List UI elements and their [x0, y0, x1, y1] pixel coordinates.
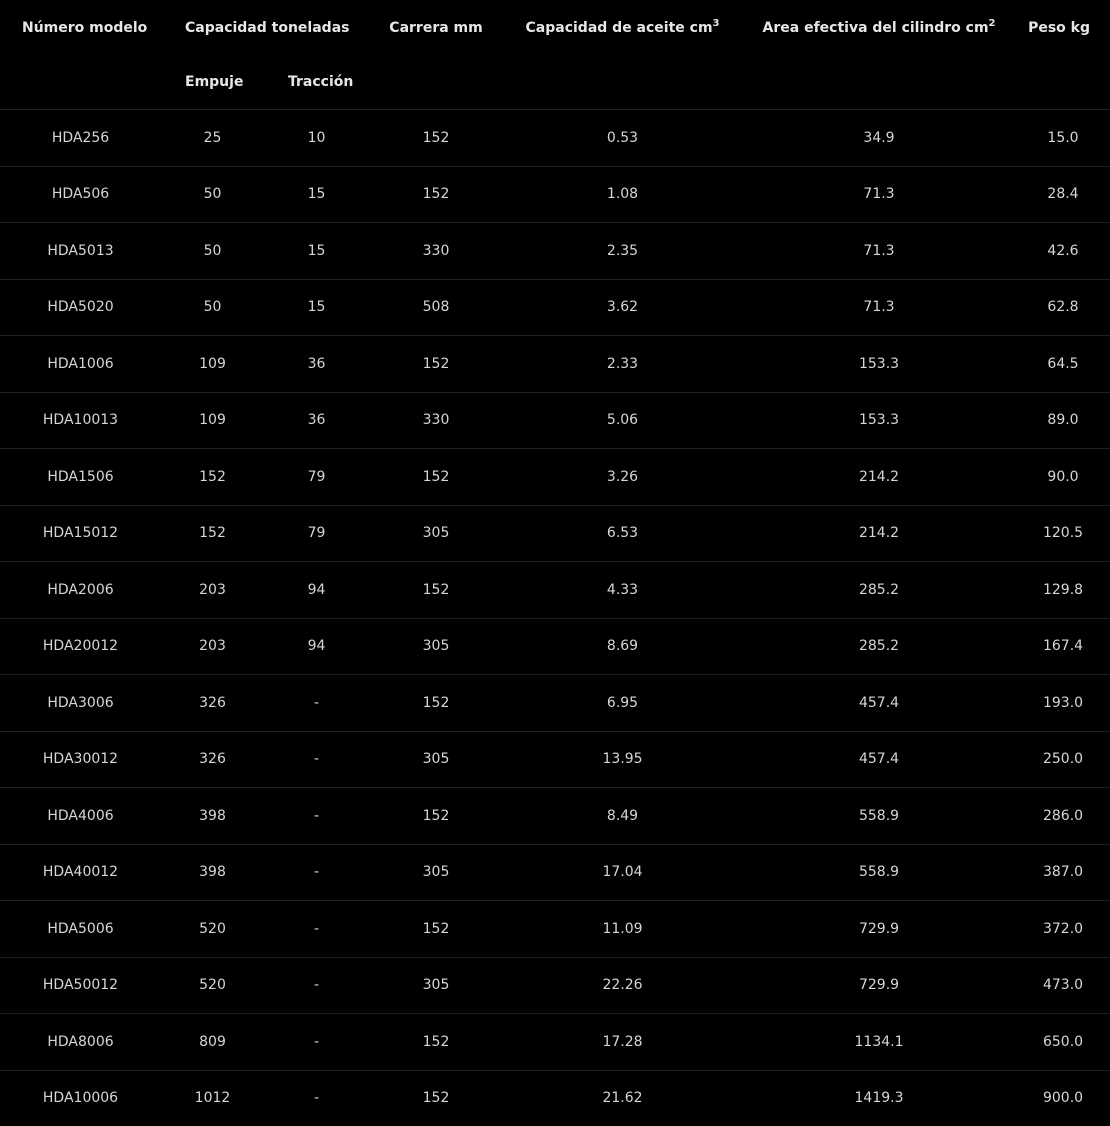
cell-oil: 2.35: [503, 223, 742, 280]
cell-model: HDA20012: [0, 618, 161, 675]
cell-weight: 250.0: [1016, 731, 1110, 788]
cell-weight: 372.0: [1016, 901, 1110, 958]
cell-area: 71.3: [742, 279, 1016, 336]
cell-push: 50: [161, 279, 264, 336]
cell-model: HDA5020: [0, 279, 161, 336]
cell-pull: 15: [264, 166, 369, 223]
cell-oil: 0.53: [503, 110, 742, 167]
header-row-sub: [0, 55, 1110, 110]
cell-model: HDA15012: [0, 505, 161, 562]
cell-push: 520: [161, 901, 264, 958]
cell-stroke: 152: [369, 901, 503, 958]
cell-model: HDA50012: [0, 957, 161, 1014]
cell-area: 729.9: [742, 901, 1016, 958]
cell-pull: -: [264, 957, 369, 1014]
cell-area: 457.4: [742, 675, 1016, 732]
header-area-label: Area efectiva del cilindro cm: [762, 19, 989, 36]
table-row: [0, 788, 1110, 845]
table-row: [0, 336, 1110, 393]
cell-weight: 42.6: [1016, 223, 1110, 280]
cell-oil: 13.95: [503, 731, 742, 788]
cell-pull: 79: [264, 505, 369, 562]
cell-weight: 193.0: [1016, 675, 1110, 732]
cell-model: HDA40012: [0, 844, 161, 901]
table-row: [0, 166, 1110, 223]
cell-area: 1134.1: [742, 1014, 1016, 1071]
cell-stroke: 152: [369, 1014, 503, 1071]
cell-weight: 62.8: [1016, 279, 1110, 336]
cell-push: 109: [161, 392, 264, 449]
cell-area: 214.2: [742, 505, 1016, 562]
header-sub-empty: [503, 55, 742, 110]
table-row: [0, 223, 1110, 280]
cell-stroke: 152: [369, 675, 503, 732]
cell-area: 71.3: [742, 223, 1016, 280]
cell-weight: 650.0: [1016, 1014, 1110, 1071]
cell-stroke: 330: [369, 223, 503, 280]
cell-model: HDA1506: [0, 449, 161, 506]
cell-push: 25: [161, 110, 264, 167]
cell-pull: 15: [264, 279, 369, 336]
cell-pull: -: [264, 844, 369, 901]
cell-weight: 473.0: [1016, 957, 1110, 1014]
cell-oil: 6.95: [503, 675, 742, 732]
cell-pull: -: [264, 901, 369, 958]
cell-weight: 387.0: [1016, 844, 1110, 901]
cell-oil: 4.33: [503, 562, 742, 619]
cell-area: 1419.3: [742, 1070, 1016, 1126]
table-row: [0, 1070, 1110, 1126]
cell-push: 203: [161, 618, 264, 675]
cell-stroke: 305: [369, 731, 503, 788]
cell-stroke: 305: [369, 844, 503, 901]
header-oil-label: Capacidad de aceite cm: [525, 19, 713, 36]
cell-weight: 64.5: [1016, 336, 1110, 393]
cell-pull: 15: [264, 223, 369, 280]
table-row: [0, 562, 1110, 619]
cell-push: 809: [161, 1014, 264, 1071]
cell-area: 558.9: [742, 788, 1016, 845]
cell-area: 34.9: [742, 110, 1016, 167]
cell-area: 153.3: [742, 336, 1016, 393]
header-oil-superscript: 3: [712, 17, 720, 29]
table-row: [0, 731, 1110, 788]
cell-pull: -: [264, 1014, 369, 1071]
cell-area: 71.3: [742, 166, 1016, 223]
cell-stroke: 152: [369, 166, 503, 223]
cell-push: 152: [161, 505, 264, 562]
cell-oil: 3.26: [503, 449, 742, 506]
header-row-main: [0, 0, 1110, 55]
cell-model: HDA506: [0, 166, 161, 223]
header-pull: Tracción: [288, 74, 354, 90]
cell-oil: 5.06: [503, 392, 742, 449]
cell-weight: 286.0: [1016, 788, 1110, 845]
cell-push: 152: [161, 449, 264, 506]
cell-oil: 8.69: [503, 618, 742, 675]
cell-model: HDA256: [0, 110, 161, 167]
header-oil-capacity: [503, 0, 742, 55]
cell-model: HDA10013: [0, 392, 161, 449]
cell-model: HDA10006: [0, 1070, 161, 1126]
table-row: [0, 957, 1110, 1014]
cell-area: 153.3: [742, 392, 1016, 449]
cell-oil: 3.62: [503, 279, 742, 336]
cell-model: HDA8006: [0, 1014, 161, 1071]
header-capacity: Capacidad toneladas: [185, 19, 350, 36]
cell-push: 520: [161, 957, 264, 1014]
table-row: [0, 618, 1110, 675]
cell-stroke: 152: [369, 449, 503, 506]
cell-oil: 22.26: [503, 957, 742, 1014]
table-row: [0, 505, 1110, 562]
cell-model: HDA3006: [0, 675, 161, 732]
cell-oil: 6.53: [503, 505, 742, 562]
cell-model: HDA1006: [0, 336, 161, 393]
cell-stroke: 305: [369, 618, 503, 675]
cell-pull: -: [264, 731, 369, 788]
cell-push: 326: [161, 731, 264, 788]
cell-pull: 94: [264, 562, 369, 619]
cell-push: 50: [161, 223, 264, 280]
cell-stroke: 508: [369, 279, 503, 336]
cell-pull: 10: [264, 110, 369, 167]
cell-push: 326: [161, 675, 264, 732]
cell-push: 1012: [161, 1070, 264, 1126]
cell-area: 729.9: [742, 957, 1016, 1014]
cell-pull: 79: [264, 449, 369, 506]
cell-weight: 120.5: [1016, 505, 1110, 562]
cell-stroke: 305: [369, 957, 503, 1014]
header-sub-empty: [0, 55, 161, 110]
table-row: [0, 1014, 1110, 1071]
table-row: [0, 844, 1110, 901]
cell-model: HDA5013: [0, 223, 161, 280]
table-row: [0, 449, 1110, 506]
header-effective-area: [742, 0, 1016, 55]
cell-push: 398: [161, 844, 264, 901]
table-row: [0, 110, 1110, 167]
table-row: [0, 675, 1110, 732]
cell-area: 214.2: [742, 449, 1016, 506]
cell-stroke: 330: [369, 392, 503, 449]
cell-oil: 17.04: [503, 844, 742, 901]
header-sub-empty: [369, 55, 503, 110]
table-row: [0, 279, 1110, 336]
cell-weight: 89.0: [1016, 392, 1110, 449]
cell-weight: 90.0: [1016, 449, 1110, 506]
cell-model: HDA30012: [0, 731, 161, 788]
cell-push: 398: [161, 788, 264, 845]
cell-model: HDA5006: [0, 901, 161, 958]
cell-area: 558.9: [742, 844, 1016, 901]
cell-pull: 36: [264, 336, 369, 393]
header-weight: Peso kg: [1028, 19, 1091, 36]
cell-pull: -: [264, 1070, 369, 1126]
cell-stroke: 305: [369, 505, 503, 562]
cell-pull: -: [264, 788, 369, 845]
cell-area: 457.4: [742, 731, 1016, 788]
cell-push: 50: [161, 166, 264, 223]
header-model: Número modelo: [22, 19, 148, 36]
cell-area: 285.2: [742, 618, 1016, 675]
cell-weight: 15.0: [1016, 110, 1110, 167]
cell-oil: 1.08: [503, 166, 742, 223]
cell-pull: 36: [264, 392, 369, 449]
cell-model: HDA4006: [0, 788, 161, 845]
table-row: [0, 901, 1110, 958]
cell-stroke: 152: [369, 788, 503, 845]
cell-weight: 167.4: [1016, 618, 1110, 675]
cell-oil: 11.09: [503, 901, 742, 958]
cell-weight: 28.4: [1016, 166, 1110, 223]
header-sub-empty: [742, 55, 1016, 110]
cell-stroke: 152: [369, 336, 503, 393]
cell-stroke: 152: [369, 562, 503, 619]
header-sub-empty: [1016, 55, 1110, 110]
cell-oil: 21.62: [503, 1070, 742, 1126]
header-area-superscript: 2: [988, 17, 996, 29]
cell-stroke: 152: [369, 1070, 503, 1126]
cell-oil: 17.28: [503, 1014, 742, 1071]
cell-push: 109: [161, 336, 264, 393]
cell-oil: 8.49: [503, 788, 742, 845]
cell-area: 285.2: [742, 562, 1016, 619]
cell-model: HDA2006: [0, 562, 161, 619]
table-row: [0, 392, 1110, 449]
cell-pull: -: [264, 675, 369, 732]
header-push: Empuje: [185, 74, 244, 90]
header-stroke: Carrera mm: [389, 19, 483, 36]
cell-weight: 900.0: [1016, 1070, 1110, 1126]
cell-oil: 2.33: [503, 336, 742, 393]
cell-pull: 94: [264, 618, 369, 675]
cell-push: 203: [161, 562, 264, 619]
cell-stroke: 152: [369, 110, 503, 167]
cell-weight: 129.8: [1016, 562, 1110, 619]
